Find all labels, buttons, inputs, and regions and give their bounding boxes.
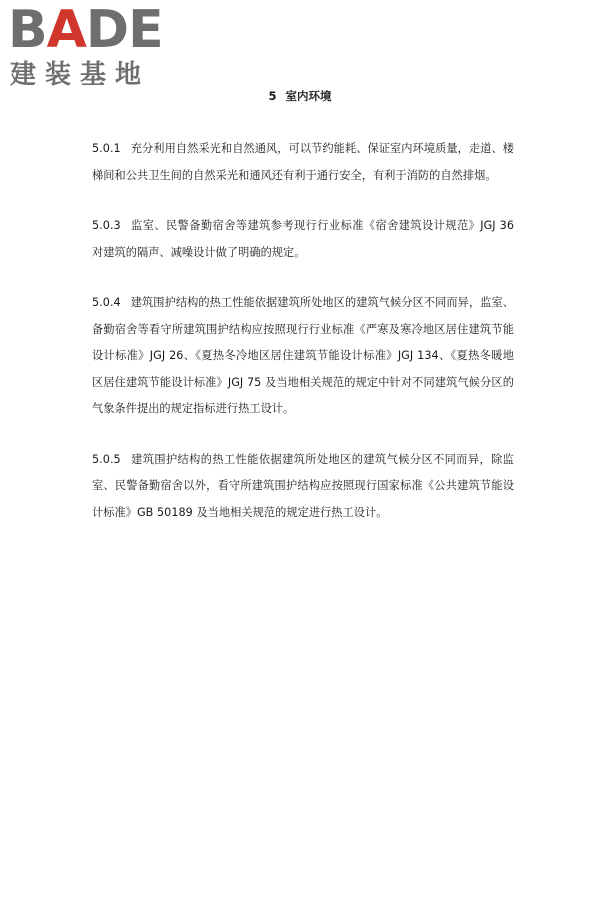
clause-5-0-1 — [92, 136, 514, 189]
clause-text: 监室、民警备勤宿舍等建筑参考现行行业标准《宿舍建筑设计规范》JGJ 36 对建筑的隔声、减噪设计做了明确的规定。 — [92, 219, 514, 259]
logo-letter-e: E — [128, 0, 163, 60]
chapter-number: 5 — [268, 89, 277, 103]
chapter-title-text: 室内环境 — [285, 89, 332, 103]
logo-letter-a: A — [46, 0, 86, 60]
clause-number: 5.0.4 — [92, 296, 121, 309]
clause-list — [92, 136, 514, 550]
clause-number: 5.0.1 — [92, 142, 121, 155]
clause-text: 充分利用自然采光和自然通风，可以节约能耗、保证室内环境质量，走道、楼梯间和公共卫生间的自然采光和通风还有利于通行安全，有利于消防的自然排烟。 — [92, 142, 514, 182]
logo-letter-d: D — [85, 0, 129, 60]
clause-5-0-4 — [92, 290, 514, 423]
clause-text: 建筑围护结构的热工性能依据建筑所处地区的建筑气候分区不同而异，监室、备勤宿舍等看守所建筑围护结构应按照现行行业标准《严寒及寒冷地区居住建筑节能设计标准》JGJ 26、《夏热冬冷地区居住建筑节能设计标准》JGJ 134、《夏热冬暖地区居住建筑节能设计标准》JGJ 75 及当地相关规范的规定中针对不同建筑气候分区的气象条件提出的规定指标进行热工设计。 — [92, 296, 514, 415]
bade-logo — [8, 2, 178, 94]
chapter-title — [0, 88, 600, 104]
clause-number: 5.0.5 — [92, 452, 121, 466]
clause-5-0-3 — [92, 213, 514, 266]
logo-wordmark — [8, 2, 163, 58]
clause-text: 建筑围护结构的热工性能依据建筑所处地区的建筑气候分区不同而异，除监室、民警备勤宿舍以外，看守所建筑围护结构应按照现行国家标准《公共建筑节能设计标准》GB 50189 及当地相关规范的规定进行热工设计。 — [92, 452, 514, 519]
clause-5-0-5 — [92, 447, 514, 527]
clause-number: 5.0.3 — [92, 219, 121, 232]
logo-subtitle: 建装基地 — [10, 60, 151, 90]
logo-letter-b: B — [8, 0, 47, 60]
